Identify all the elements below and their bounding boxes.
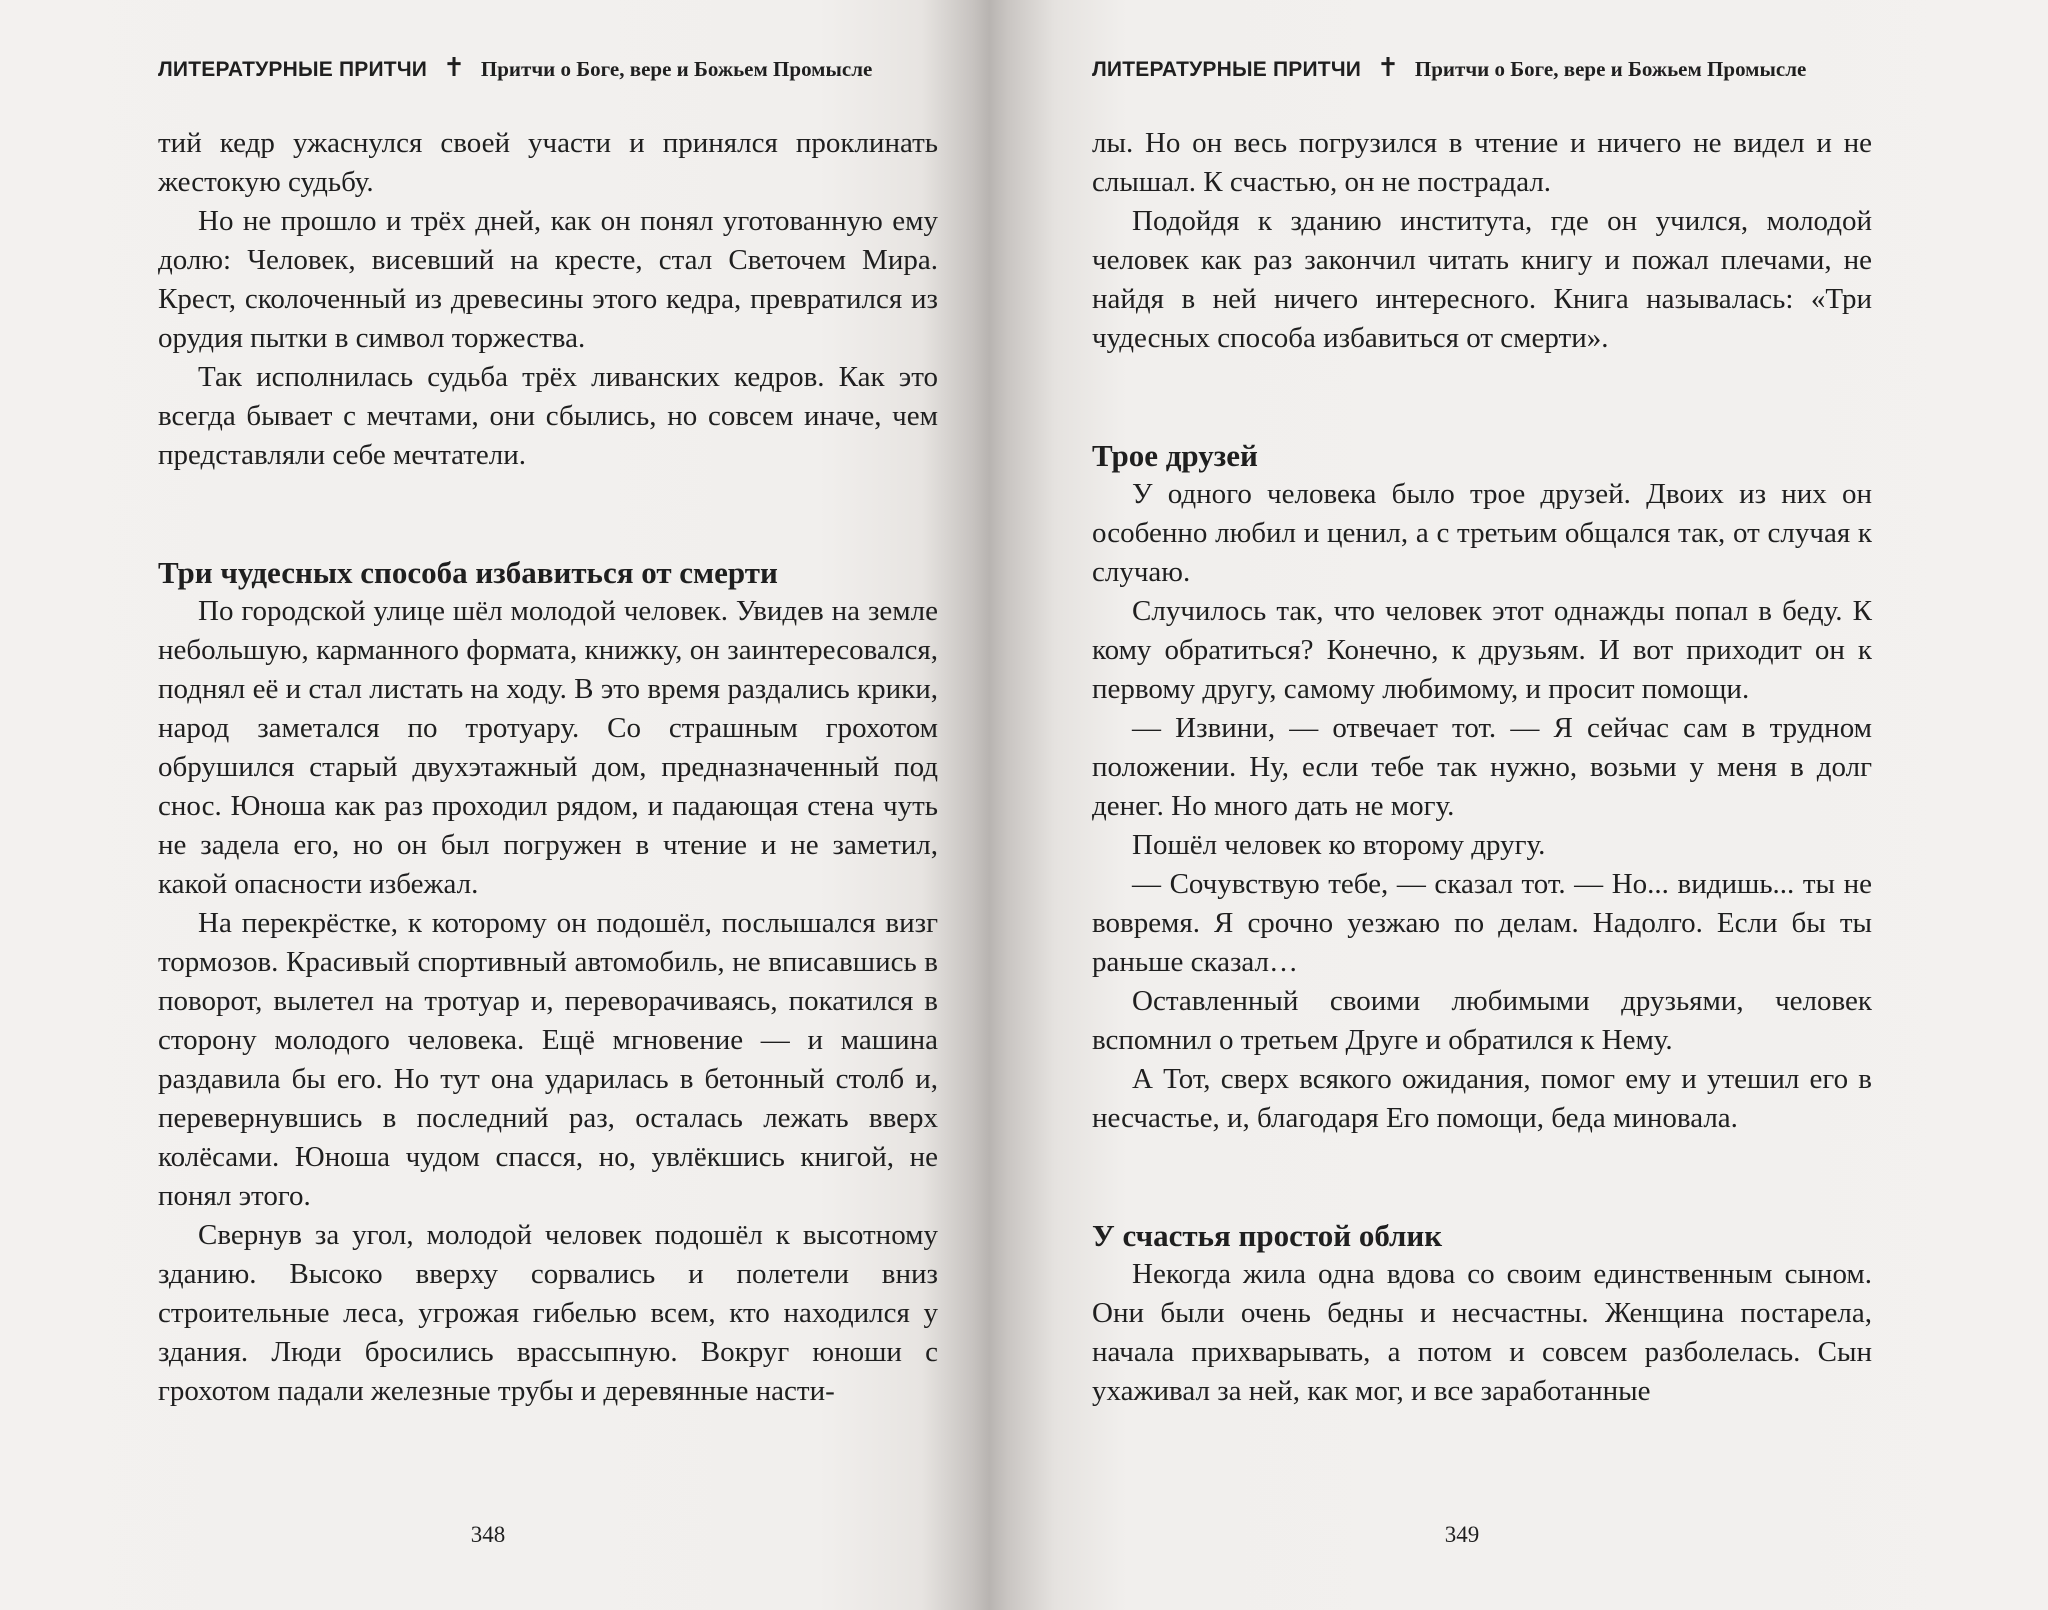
page-body	[158, 124, 938, 1411]
paragraph: По городской улице шёл молодой человек. Увидев на земле небольшую, карманного формата, книжку, он заинтересовался, поднял её и стал листать на ходу. В это время раздались крики, народ заметался по тротуару. Со страшным грохотом обрушился старый двухэтажный дом, предназначенный под снос. Юноша как раз проходил рядом, и падающая стена чуть не задела его, но он был погружен в чтение и не заметил, какой опасности избежал.	[158, 595, 938, 900]
paragraph: Некогда жила одна вдова со своим единственным сыном. Они были очень бедны и несчастны. Женщина постарела, начала прихварывать, а потом и совсем разболелась. Сын ухаживал за ней, как мог, и все заработанные	[1092, 1258, 1872, 1407]
book-subtitle: Притчи о Боге, вере и Божьем Промысле	[1414, 57, 1807, 81]
paragraph: Оставленный своими любимыми друзьями, человек вспомнил о третьем Друге и обратился к Нему.	[1092, 985, 1872, 1056]
page-body	[1092, 124, 1872, 1411]
paragraph: — Сочувствую тебе, — сказал тот. — Но... видишь... ты не вовремя. Я срочно уезжаю по делам. Надолго. Если бы ты раньше сказал…	[1092, 868, 1872, 978]
page-number: 349	[1444, 1522, 1480, 1547]
paragraph: Случилось так, что человек этот однажды попал в беду. К кому обратиться? Конечно, к друзьям. И вот приходит он к первому другу, самому любимому, и просит помощи.	[1092, 595, 1872, 705]
paragraph: На перекрёстке, к которому он подошёл, послышался визг тормозов. Красивый спортивный автомобиль, не вписавшись в поворот, вылетел на тротуар и, переворачиваясь, покатился в сторону молодого человека. Ещё мгновение — и машина раздавила бы его. Но тут она ударилась в бетонный столб и, перевернувшись в последний раз, осталась лежать вверх колёсами. Юноша чудом спасся, но, увлёкшись книгой, не понял этого.	[158, 907, 938, 1212]
paragraph: Пошёл человек ко второму другу.	[1132, 829, 1546, 861]
paragraph: Но не прошло и трёх дней, как он понял уготованную ему долю: Человек, висевший на кресте, стал Светочем Мира. Крест, сколоченный из древесины этого кедра, превратился из орудия пытки в символ торжества.	[158, 205, 938, 354]
paragraph: А Тот, сверх всякого ожидания, помог ему и утешил его в несчастье, и, благодаря Его помощи, беда миновала.	[1092, 1063, 1872, 1134]
paragraph: Подойдя к зданию института, где он учился, молодой человек как раз закончил читать книгу и пожал плечами, не найдя в ней ничего интересного. Книга называлась: «Три чудесных способа избавиться от смерти».	[1092, 205, 1872, 354]
cross-icon: ✝	[1377, 52, 1399, 82]
section-heading: Три чудесных способа избавиться от смерти	[158, 555, 778, 590]
paragraph: Свернув за угол, молодой человек подошёл к высотному зданию. Высоко вверху сорвались и полетели вниз строительные леса, угрожая гибелью всем, кто находился у здания. Люди бросились врассыпную. Вокруг юноши с грохотом падали железные трубы и деревянные насти-	[158, 1219, 938, 1407]
left-page	[158, 0, 938, 1610]
running-head	[158, 54, 938, 82]
paragraph: У одного человека было трое друзей. Двоих из них он особенно любил и ценил, а с третьим общался так, от случая к случаю.	[1092, 478, 1872, 588]
series-title: ЛИТЕРАТУРНЫЕ ПРИТЧИ	[158, 58, 428, 81]
page-number: 348	[470, 1522, 506, 1547]
cross-icon: ✝	[443, 52, 465, 82]
section-heading: Трое друзей	[1092, 438, 1258, 473]
book-subtitle: Притчи о Боге, вере и Божьем Промысле	[480, 57, 873, 81]
paragraph: лы. Но он весь погрузился в чтение и ничего не видел и не слышал. К счастью, он не пострадал.	[1092, 127, 1872, 198]
paragraph: — Извини, — отвечает тот. — Я сейчас сам в трудном положении. Ну, если тебе так нужно, возьми у меня в долг денег. Но много дать не могу.	[1092, 712, 1872, 822]
running-head	[1092, 54, 1872, 82]
series-title: ЛИТЕРАТУРНЫЕ ПРИТЧИ	[1092, 58, 1362, 81]
section-heading: У счастья простой облик	[1092, 1218, 1443, 1253]
paragraph: тий кедр ужаснулся своей участи и принялся проклинать жестокую судьбу.	[158, 127, 938, 198]
right-page	[1092, 0, 1872, 1610]
paragraph: Так исполнилась судьба трёх ливанских кедров. Как это всегда бывает с мечтами, они сбылись, но совсем иначе, чем представляли себе мечтатели.	[158, 361, 938, 471]
